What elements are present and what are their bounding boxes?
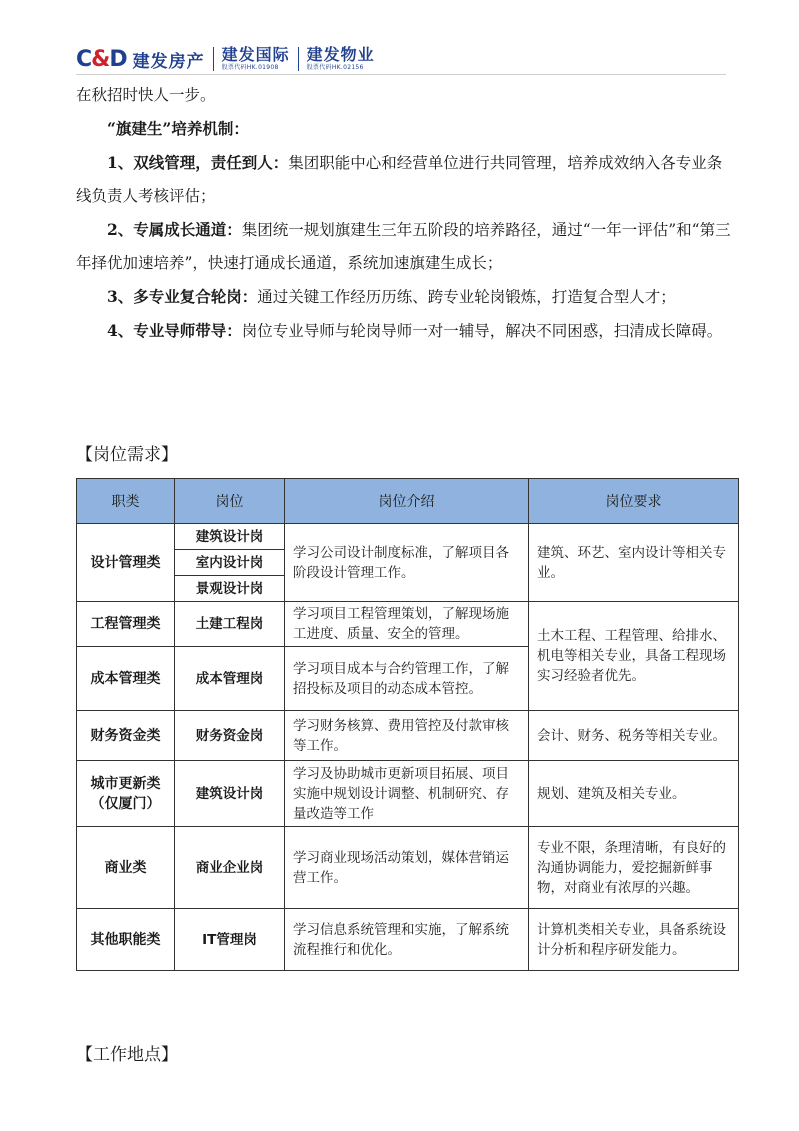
requirement-cell: 土木工程、工程管理、给排水、机电等相关专业，具备工程现场实习经验者优先。	[529, 602, 739, 711]
position-cell: 景观设计岗	[175, 576, 285, 602]
cd-logo: C&D	[76, 46, 127, 72]
brand-main: 建发房产	[132, 51, 205, 72]
intro-cell: 学习及协助城市更新项目拓展、项目实施中规划设计调整、机制研究、存量改造等工作	[285, 761, 529, 827]
requirement-cell: 规划、建筑及相关专业。	[529, 761, 739, 827]
requirement-cell: 建筑、环艺、室内设计等相关专业。	[529, 524, 739, 602]
position-cell: 成本管理岗	[175, 647, 285, 711]
job-table	[76, 478, 739, 971]
category-cell: 设计管理类	[77, 524, 175, 602]
header-rule	[76, 74, 726, 75]
table-row	[77, 711, 739, 761]
intro-line: 在秋招时快人一步。	[76, 86, 216, 104]
intro-cell: 学习公司设计制度标准，了解项目各阶段设计管理工作。	[285, 524, 529, 602]
mechanism-item: 3、多专业复合轮岗：通过关键工作经历历练、跨专业轮岗锻炼，打造复合型人才；	[107, 287, 676, 306]
intro-cell: 学习项目成本与合约管理工作，了解招投标及项目的动态成本管控。	[285, 647, 529, 711]
brand-property: 建发物业 股票代码HK.02156	[306, 45, 375, 71]
col-header: 岗位要求	[529, 479, 739, 524]
brand-intl: 建发国际 股票代码HK.01908	[221, 45, 290, 71]
col-header: 职类	[77, 479, 175, 524]
position-cell: 建筑设计岗	[175, 761, 285, 827]
col-header: 岗位介绍	[285, 479, 529, 524]
category-cell: 财务资金类	[77, 711, 175, 761]
table-row	[77, 524, 739, 550]
category-cell: 其他职能类	[77, 909, 175, 971]
section-title-location: 【工作地点】	[76, 1045, 178, 1065]
divider	[213, 47, 214, 71]
category-cell: 成本管理类	[77, 647, 175, 711]
position-cell: 建筑设计岗	[175, 524, 285, 550]
mechanism-item: 1、双线管理，责任到人：集团职能中心和经营单位进行共同管理，培养成效纳入各专业条线负责人考核评估；	[76, 153, 723, 205]
intro-cell: 学习商业现场活动策划，媒体营销运营工作。	[285, 827, 529, 909]
mechanism-title: “旗建生”培养机制：	[107, 119, 249, 138]
position-cell: 土建工程岗	[175, 602, 285, 647]
page-header	[76, 44, 375, 74]
col-header: 岗位	[175, 479, 285, 524]
table-row	[77, 602, 739, 647]
table-row	[77, 827, 739, 909]
requirement-cell: 专业不限，条理清晰，有良好的沟通协调能力，爱挖掘新鲜事物，对商业有浓厚的兴趣。	[529, 827, 739, 909]
position-cell: 商业企业岗	[175, 827, 285, 909]
intro-cell: 学习信息系统管理和实施，了解系统流程推行和优化。	[285, 909, 529, 971]
section-title-demand: 【岗位需求】	[76, 445, 178, 465]
category-cell: 商业类	[77, 827, 175, 909]
intro-cell: 学习财务核算、费用管控及付款审核等工作。	[285, 711, 529, 761]
position-cell: IT管理岗	[175, 909, 285, 971]
position-cell: 财务资金岗	[175, 711, 285, 761]
intro-text	[76, 79, 736, 348]
table-row	[77, 909, 739, 971]
requirement-cell: 会计、财务、税务等相关专业。	[529, 711, 739, 761]
table-row	[77, 761, 739, 827]
divider	[298, 47, 299, 71]
mechanism-item: 4、专业导师带导：岗位专业导师与轮岗导师一对一辅导，解决不同困惑，扫清成长障碍。	[107, 321, 723, 340]
category-cell: 工程管理类	[77, 602, 175, 647]
intro-cell: 学习项目工程管理策划，了解现场施工进度、质量、安全的管理。	[285, 602, 529, 647]
table-header-row	[77, 479, 739, 524]
position-cell: 室内设计岗	[175, 550, 285, 576]
requirement-cell: 计算机类相关专业，具备系统设计分析和程序研发能力。	[529, 909, 739, 971]
category-cell: 城市更新类 （仅厦门）	[77, 761, 175, 827]
mechanism-item: 2、专属成长通道：集团统一规划旗建生三年五阶段的培养路径，通过“一年一评估”和“第三年择优加速培养”，快速打通成长通道，系统加速旗建生成长；	[76, 220, 731, 272]
